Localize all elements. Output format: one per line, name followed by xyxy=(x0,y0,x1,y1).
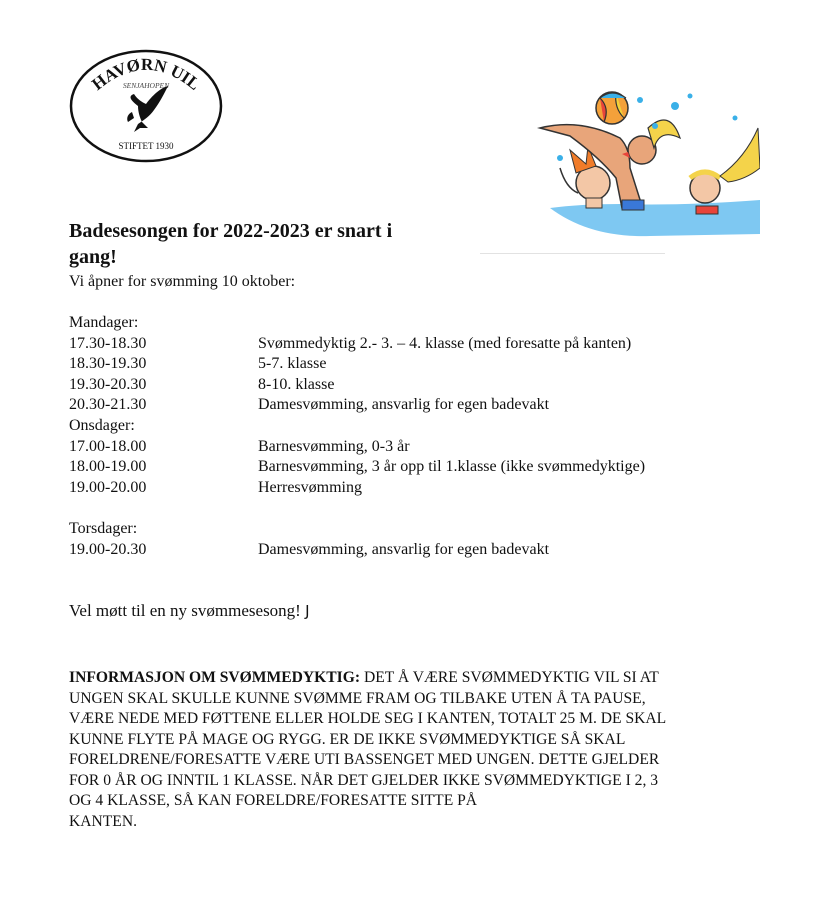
time-slot: 18.30-19.30 xyxy=(69,355,147,372)
logo-founded: STIFTET 1930 xyxy=(118,141,174,151)
info-line: FORELDRENE/FORESATTE VÆRE UTI BASSENGET MED UNGEN. DETTE GJELDER xyxy=(69,751,660,768)
schedule-row xyxy=(69,334,631,355)
activity: 5-7. klasse xyxy=(258,355,327,372)
activity: Damesvømming, ansvarlig for egen badevakt xyxy=(258,396,550,413)
schedule-wednesday xyxy=(69,416,645,498)
time-slot: 19.00-20.00 xyxy=(69,478,147,496)
logo-club-name: HAVØRN UIL xyxy=(88,54,204,94)
activity: Barnesvømming, 3 år opp til 1.klasse (ikke svømmedyktige) xyxy=(258,458,646,475)
schedule-row xyxy=(69,478,645,499)
activity: Svømmedyktig 2.- 3. – 4. klasse (med foresatte på kanten) xyxy=(258,334,632,352)
info-text: DET Å VÆRE SVØMMEDYKTIG VIL SI AT xyxy=(360,669,659,686)
water-shape xyxy=(550,200,760,236)
info-line xyxy=(69,668,769,689)
schedule-thursday xyxy=(69,519,549,560)
time-slot: 19.00-20.30 xyxy=(69,540,147,558)
schedule-monday xyxy=(69,313,631,416)
closing-message xyxy=(69,601,310,621)
beach-ball-icon xyxy=(596,92,628,124)
schedule-row xyxy=(69,354,631,375)
info-line: UNGEN SKAL SKULLE KUNNE SVØMME FRAM OG TILBAKE UTEN Å TA PAUSE, xyxy=(69,689,646,707)
time-slot: 17.00-18.00 xyxy=(69,437,147,455)
activity: Herresvømming xyxy=(258,478,362,496)
info-line: FOR 0 ÅR OG INNTIL 1 KLASSE. NÅR DET GJELDER IKKE SVØMMEDYKTIGE I 2, 3 xyxy=(69,771,659,789)
time-slot: 19.30-20.30 xyxy=(69,375,147,393)
intro-text: Vi åpner for svømming 10 oktober: xyxy=(69,273,296,290)
time-slot: 18.00-19.00 xyxy=(69,458,147,475)
schedule-row xyxy=(69,375,631,396)
day-label: Mandager: xyxy=(69,314,139,331)
time-slot: 20.30-21.30 xyxy=(69,396,147,413)
info-line: KUNNE FLYTE PÅ MAGE OG RYGG. ER DE IKKE SVØMMEDYKTIGE SÅ SKAL xyxy=(69,730,626,748)
time-slot: 17.30-18.30 xyxy=(69,334,147,352)
club-logo xyxy=(68,48,224,164)
schedule-row xyxy=(69,457,645,478)
info-line: VÆRE NEDE MED FØTTENE ELLER HOLDE SEG I KANTEN, TOTALT 25 M. DE SKAL xyxy=(69,710,667,727)
divider-line xyxy=(480,253,665,254)
closing-text: Vel møtt til en ny svømmesesong! xyxy=(69,601,301,620)
schedule-row xyxy=(69,540,549,561)
day-label: Torsdager: xyxy=(69,520,138,537)
activity: 8-10. klasse xyxy=(258,375,335,393)
activity: Damesvømming, ansvarlig for egen badevakt xyxy=(258,540,550,558)
smiley-icon: J xyxy=(305,602,310,620)
day-label: Onsdager: xyxy=(69,417,135,434)
info-paragraph xyxy=(69,668,769,832)
schedule-row xyxy=(69,437,645,458)
schedule-row xyxy=(69,395,631,416)
logo-location: SENJAHOPEN xyxy=(122,81,170,90)
info-line: KANTEN. xyxy=(69,812,137,830)
page-title: Badesesongen for 2022-2023 er snart i gang! xyxy=(69,220,393,268)
child-right xyxy=(648,120,760,214)
swimming-children-illustration xyxy=(530,88,760,243)
activity: Barnesvømming, 0-3 år xyxy=(258,437,410,455)
info-heading: INFORMASJON OM SVØMMEDYKTIG: xyxy=(69,669,361,686)
info-line: OG 4 KLASSE, SÅ KAN FORELDRE/FORESATTE SITTE PÅ xyxy=(69,792,478,809)
